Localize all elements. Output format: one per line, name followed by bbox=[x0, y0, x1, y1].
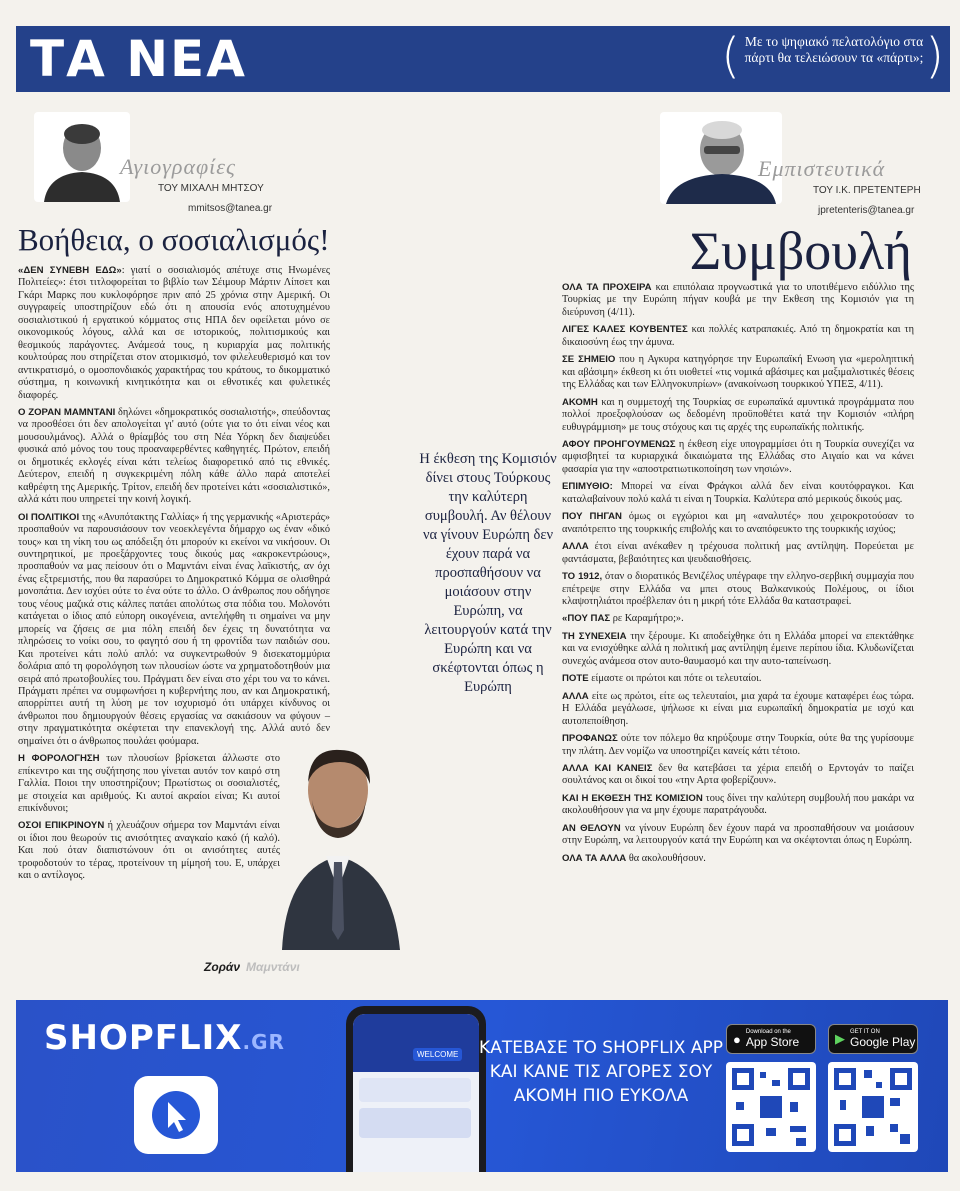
paragraph-text: είμαστε οι πρώτοι και πότε οι τελευταίοι. bbox=[588, 673, 762, 685]
right-paragraph bbox=[562, 481, 914, 506]
paragraph-text: την ξέρουμε. Κι αποδείχθηκε ότι η Ελλάδα μπορεί να επεκτάθηκε και να ενισχύθηκε αλλά η πολιτική μας αντίληψη έμεινε περίπου ίδια. Κλυδωνίζεται συνεχώς ανάμεσα στον αυτο-θαυμασμό και την αυτο-ταπείνωση. bbox=[562, 630, 914, 667]
paragraph-lead: ΑΝ ΘΕΛΟΥΝ bbox=[562, 822, 621, 834]
paragraph-lead: ΟΙ ΠΟΛΙΤΙΚΟΙ bbox=[18, 511, 80, 523]
left-paragraph bbox=[18, 512, 330, 749]
paragraph-lead: «ΠΟΥ ΠΑΣ bbox=[562, 613, 611, 625]
right-paragraph bbox=[562, 733, 914, 758]
right-paragraph bbox=[562, 763, 914, 788]
right-paragraph bbox=[562, 439, 914, 476]
column-name-empisteftika: Εμπιστευτικά bbox=[758, 156, 886, 181]
paragraph-text: και επιπόλαια προγνωστικά για το υποτιθέμενο ειδύλλιο της Τουρκίας με την Ευρώπη πήγαν κουβά με την Εκθεση της Κομισιόν για τη διεύρυνση (4/11). bbox=[562, 282, 915, 318]
right-paragraph bbox=[562, 282, 914, 319]
mamdani-photo bbox=[276, 740, 406, 955]
paragraph-lead: ΤΗ ΣΥΝΕΧΕΙΑ bbox=[562, 630, 627, 642]
qr-code-appstore[interactable] bbox=[726, 1062, 816, 1152]
paragraph-lead: ΟΛΑ ΤΑ ΠΡΟΧΕΙΡΑ bbox=[562, 282, 652, 293]
paragraph-lead: ΛΙΓΕΣ ΚΑΛΕΣ ΚΟΥΒΕΝΤΕΣ bbox=[562, 324, 688, 336]
newspaper-logo[interactable]: ΤΑ ΝΕΑ bbox=[30, 30, 247, 88]
email-pretenteris[interactable]: jpretenteris@tanea.gr bbox=[818, 205, 915, 216]
phone-screen bbox=[353, 1014, 479, 1172]
paragraph-text: ή χλευάζουν σήμερα τον Μαμντάνι είναι οι ίδιοι που θεωρούν τις ανισότητες αναγκαίο κακό (ή καλό). Και πού όταν διαπιστώνουν ότι οι ανισότητες αυτές τροφοδοτούν το τέρας, προτείνουν τη μίμησή του. Ε, υπάρχει και ο αντίλογος. bbox=[18, 820, 280, 882]
shopflix-logo[interactable] bbox=[44, 1018, 285, 1058]
paragraph-lead: Ο ΖΟΡΑΝ ΜΑΜΝΤΑΝΙ bbox=[18, 406, 116, 418]
paragraph-text: όταν ο διορατικός Βενιζέλος υπέγραφε την ελληνο-σερβική συμμαχία που επέτρεψε στην Ελλάδα να μπει στους Βαλκανικούς Πολέμους, οι ίδιοι κλαψοτηλιάτοι προέβλεπαν ότι η μικρή τότε Ελλάδα θα καταστραφεί. bbox=[562, 571, 914, 607]
right-paragraph bbox=[562, 853, 914, 865]
appstore-label: App Store bbox=[745, 1035, 800, 1049]
phone-app-header bbox=[353, 1014, 479, 1072]
right-paragraph bbox=[562, 631, 914, 668]
caption-firstname: Ζοράν bbox=[204, 960, 241, 974]
right-paragraph bbox=[562, 823, 914, 848]
paragraph-lead: ΠΟΥ ΠΗΓΑΝ bbox=[562, 511, 622, 523]
appstore-button[interactable] bbox=[726, 1024, 816, 1054]
right-paragraph bbox=[562, 354, 914, 391]
right-paragraph bbox=[562, 613, 914, 625]
paragraph-text: έτσι είναι ανέκαθεν η τρέχουσα πολιτική μας αντίληψη. Πορεύεται με φαντάσματα, βεβαιότητες και ψευδαισθήσεις. bbox=[562, 541, 914, 565]
right-paragraph bbox=[562, 541, 914, 566]
right-paragraph bbox=[562, 397, 914, 434]
cursor-icon[interactable] bbox=[134, 1076, 218, 1154]
shopflix-brand-suffix: .GR bbox=[242, 1030, 285, 1054]
paragraph-lead: ΑΛΛΑ bbox=[562, 690, 589, 702]
paragraph-text: τους δίνει την καλύτερη συμβουλή που μακάρι να ακολουθήσουν για να μην έχουμε παρατράγουδα. bbox=[562, 792, 914, 817]
left-paragraph bbox=[18, 820, 280, 882]
paragraph-text: που η Αγκυρα κατηγόρησε την Ευρωπαϊκή Ενωση για «μεροληπτική και αβάσιμη» έκθεση κι ότι υιοθετεί «τις νομικά αβάσιμες και μαξιμαλιστικές θέσεις της Ελλάδας και των Ελληνοκυπρίων» (ανακοίνωση τουρκικού ΥΠΕΞ, 4/11). bbox=[562, 354, 914, 391]
right-paragraph bbox=[562, 511, 914, 536]
paragraph-text: είτε ως πρώτοι, είτε ως τελευταίοι, μια χαρά τα έχουμε καταφέρει έως τώρα. Η Ελλάδα μεγάλωσε, ψήλωσε κι είναι μια ευρωπαϊκή δημοκρατία με ισχύ και αυτοπεποίθηση. bbox=[562, 690, 914, 727]
ad-cta: ΚΑΤΕΒΑΣΕ ΤΟ SHOPFLIX APP ΚΑΙ ΚΑΝΕ ΤΙΣ ΑΓΟΡΕΣ ΣΟΥ ΑΚΟΜΗ ΠΙΟ ΕΥΚΟΛΑ bbox=[479, 1038, 723, 1106]
byline-pretenteris: ΤΟΥ Ι.Κ. ΠΡΕΤΕΝΤΕΡΗ bbox=[813, 185, 921, 196]
author-photo-mitsos bbox=[34, 112, 130, 202]
left-paragraph bbox=[18, 753, 280, 815]
paragraph-lead: ΑΚΟΜΗ bbox=[562, 396, 598, 408]
paragraph-text: των πλουσίων βρίσκεται άλλωστε στο επίκεντρο και της συζήτησης που γίνεται αυτόν τον καιρό στη Γαλλία. Ποιοι την υποστηρίζουν; Πρωτίστως οι σοσιαλιστές, με στοιχεία και αριθμούς. Κι αυτοί ακραίοι είναι; Κι αυτοί επικίνδυνοι; bbox=[18, 753, 280, 815]
paragraph-lead: ΠΟΤΕ bbox=[562, 673, 589, 685]
apple-icon: ● bbox=[733, 1031, 741, 1047]
right-paragraph bbox=[562, 571, 914, 608]
caption-lastname: Μαμντάνι bbox=[246, 960, 300, 974]
paragraph-text: δεν θα κατεβάσει τα χέρια επειδή ο Ερντογάν το παίζει σουλτάνος και οι δικοί του «την Αρτα φοβερίζουν». bbox=[562, 762, 914, 787]
paragraph-lead: ΑΛΛΑ bbox=[562, 541, 589, 553]
byline-mitsos: ΤΟΥ ΜΙΧΑΛΗ ΜΗΤΣΟΥ bbox=[158, 183, 264, 194]
paragraph-lead: ΠΡΟΦΑΝΩΣ bbox=[562, 733, 618, 745]
paragraph-text: η έκθεση είχε υπογραμμίσει ότι η Τουρκία συνεχίζει να αμφισβητεί τα κυριαρχικά δικαιώματα της Ελλάδας στο Αιγαίο και να κάνει φασαρία για την «αποστρατιωτικοποίηση των νησιών». bbox=[562, 438, 914, 475]
left-paragraph bbox=[18, 265, 330, 402]
paragraph-text: όμως οι εγχώριοι και μη «αναλυτές» που χειροκροτούσαν το αναπότρεπτο της τουρκικής επιβολής και το αναπόφευκτο της τουρκικής ισχύος; bbox=[562, 511, 914, 535]
paragraph-lead: ΑΦΟΥ ΠΡΟΗΓΟΥΜΕΝΩΣ bbox=[562, 438, 676, 450]
paragraph-lead: ΟΣΟΙ ΕΠΙΚΡΙΝΟΥΝ bbox=[18, 820, 105, 832]
right-article-body bbox=[562, 282, 914, 870]
appstore-small: Download on the bbox=[745, 1029, 791, 1035]
phone-card bbox=[359, 1078, 471, 1102]
googleplay-label: Google Play bbox=[850, 1035, 916, 1049]
play-icon: ▶ bbox=[835, 1031, 845, 1046]
headline-left: Βοήθεια, ο σοσιαλισμός! bbox=[18, 222, 330, 257]
photo-caption bbox=[204, 960, 300, 974]
paragraph-text: της «Ανυπότακτης Γαλλίας» ή της γερμανικής «Αριστεράς» προσπαθούν να παρουσιάσουν τον νεοεκλεγέντα δήμαρχο ως έναν «δικό τους» και τη νίκη του ως απόδειξη ότι μπορούν κι εκείνοι να νικήσουν. Οι συντηρητικοί, με προεξάρχοντες τους δικούς μας «ακροκεντρώους», προσπαθούν να μας πείσουν ότι ο Μαμντάνι είναι ένας λαϊκιστής, αν όχι ένας εξτρεμιστής, που θα παρασύρει το Δημοκρατικό Κόμμα σε ολισθηρά μονοπάτια. Δεν ισχύει ούτε το ένα ούτε το άλλο. Ο άνθρωπος που οδήγησε τους νέους μαζικά στις κάλπες πατάει απολύτως στα πόδια του. Μολονότι κατάγεται ο ίδιος από εύπορη οικογένεια, αντελήφθη τι σημαίνει να μην μπορείς να ζήσεις σε μια πόλη επειδή δεν έχεις τη δυνατότητα να πληρώσεις το νοίκι σου, το φαγητό σου ή τη φροντίδα των παιδιών σου. Και προτείνει κάτι πολύ απλό: να συγκεντρωθούν 9 δισεκατομμύρια δολάρια από τη φορολόγηση των πλουσίων ώστε να χρηματοδοτηθούν μια σειρά από πρωτοβουλίες του. Πράγματι δεν είναι στο χέρι του να το κάνει. Πράγματι πρέπει να συμφωνήσει η κυβερνήτης που, αν και Δημοκρατική, απορρίπτει αυτή τη λύση με τον ισχυρισμό ότι υπάρχει κίνδυνος οι άνθρωποι που δημιουργούν θέσεις εργασίας να σακιάσουν να φύγουν – στην πραγματικότητα σκέφτεται την επανεκλογή της. Αλλά αυτό δεν σημαίνει ότι ο άνθρωπος πουλάει φούμαρα. bbox=[18, 511, 330, 747]
right-paragraph bbox=[562, 691, 914, 728]
column-name-agiografies: Αγιογραφίες bbox=[120, 154, 236, 179]
paragraph-lead: ΑΛΛΑ ΚΑΙ ΚΑΝΕΙΣ bbox=[562, 762, 653, 774]
paragraph-text: θα ακολουθήσουν. bbox=[626, 852, 706, 864]
pull-quote: Η έκθεση της Κομισιόν δίνει στους Τούρκους την καλύτερη συμβουλή. Αν θέλουν να γίνουν Ευρώπη δεν έχουν παρά να προσπαθήσουν να μοιάσουν στην Ευρώπη, να λειτουργούν κατά την Ευρώπη και να σκέφτονται όπως η Ευρώπη bbox=[419, 451, 557, 695]
masthead-teaser[interactable]: Με το ψηφιακό πελατολόγιο στα πάρτι θα τελειώσουν τα «πάρτι»; bbox=[744, 34, 924, 65]
paragraph-lead: ΕΠΙΜΥΘΙΟ: bbox=[562, 481, 613, 493]
paragraph-lead: ΣΕ ΣΗΜΕΙΟ bbox=[562, 354, 616, 366]
qr-code-googleplay[interactable] bbox=[828, 1062, 918, 1152]
googleplay-small: GET IT ON bbox=[850, 1029, 880, 1035]
paragraph-lead: Η ΦΟΡΟΛΟΓΗΣΗ bbox=[18, 753, 100, 765]
phone-mockup bbox=[346, 1006, 486, 1172]
headline-right: Συμβουλή bbox=[689, 221, 912, 281]
right-paragraph bbox=[562, 793, 914, 818]
paragraph-text: : γιατί ο σοσιαλισμός απέτυχε στις Ηνωμένες Πολιτείες»: έτσι τιτλοφορείται το βιβλίο των Σέιμουρ Μάρτιν Λίπσετ και Γκάρι Μαρκς που κυκλοφόρησε πριν από 25 χρόνια στην Αμερική. Οι συγγραφείς υποστηρίζουν εδώ ότι η απουσία ενός αποτυχημένου σοσιαλιστικού ή εργατικού κόμματος στις ΗΠΑ δεν οφείλεται μόνο σε οικονομικούς λόγους, αλλά και σε ιστορικούς, πολιτισμικούς και θεσμικούς παράγοντες. Ανάμεσά τους, η κυριαρχία μας πολιτικής κουλτούρας που στηρίζεται στον ατομικισμό, τον φιλελευθερισμό και τον αντικρατισμό, ο ομοσπονδιακός χαρακτήρας του κράτους, το δικομματικό σύστημα, η κοινωνική κινητικότητα και οι εθνοτικές και φυλετικές διαφορές. bbox=[18, 265, 330, 401]
paragraph-lead: ΚΑΙ Η ΕΚΘΕΣΗ ΤΗΣ ΚΟΜΙΣΙΟΝ bbox=[562, 792, 703, 804]
paragraph-text: να γίνουν Ευρώπη δεν έχουν παρά να προσπαθήσουν να μοιάσουν στην Ευρώπη, να λειτουργούν κατά την Ευρώπη και να σκέφτονται όπως η Ευρώπη. bbox=[562, 822, 915, 847]
right-paragraph bbox=[562, 324, 914, 349]
shopflix-brand: SHOPFLIX bbox=[44, 1018, 243, 1058]
paragraph-text: και η συμμετοχή της Τουρκίας σε ευρωπαϊκά αμυντικά προγράμματα που πολλοί προεξοφλούσαν ως δεδομένη προϋποθέτει κατά την Κομισιόν «πλήρη ευθυγράμμιση» με τους στόχους και τις αρχές της ευρωπαϊκής πολιτικής. bbox=[562, 396, 914, 433]
paragraph-text: ρε Καραμήτρο;». bbox=[610, 613, 684, 625]
paragraph-lead: ΤΟ 1912, bbox=[562, 571, 603, 583]
shopflix-ad[interactable] bbox=[16, 1000, 948, 1172]
phone-card bbox=[359, 1108, 471, 1138]
paragraph-text: δηλώνει «δημοκρατικός σοσιαλιστής», σπεύδοντας να προσθέσει ότι δεν απολογείται γι' αυτό (ούτε για το ότι είναι νέος και μουσουλμάνος). Αλλά ο θρίαμβός του στη Νέα Υόρκη δεν διαψεύδει φυσικά από μόνος του τους προαναφερθέντες καθηγητές. Πρώτον, επειδή οι δημοτικές εκλογές είναι κάτι τελείως διαφορετικό από τις εθνικές. Δεύτερον, επειδή η συγκεκριμένη πόλη κάθε άλλο παρά αποτελεί καθρέφτη της Αμερικής. Τρίτον, επειδή δεν προτείνει κάτι «σοσιαλιστικό», αλλά κάτι που υπηρετεί την κοινή λογική. bbox=[18, 406, 331, 506]
right-paragraph bbox=[562, 673, 914, 685]
paragraph-text: ούτε τον πόλεμο θα κηρύξουμε στην Τουρκία, ούτε θα της γυρίσουμε την πλάτη. Δεν νομίζω να υποστηρίζει κανείς κάτι τέτοιο. bbox=[562, 733, 914, 757]
paragraph-lead: «ΔΕΝ ΣΥΝΕΒΗ ΕΔΩ» bbox=[18, 265, 122, 276]
email-mitsos[interactable]: mmitsos@tanea.gr bbox=[188, 203, 273, 214]
paragraph-text: και πολλές κατραπακιές. Από τη δημοκρατία και τη δικαιοσύνη έως την άμυνα. bbox=[562, 324, 914, 348]
paragraph-lead: ΟΛΑ ΤΑ ΑΛΛΑ bbox=[562, 852, 627, 864]
paren-right-icon: ) bbox=[925, 28, 944, 84]
paragraph-text: Μπορεί να είναι Φράγκοι αλλά δεν είναι κουτόφραγκοι. Και καταλαβαίνουν πολύ καλά τι είναι η Τουρκία. Καλύτερα από μερικούς δικούς μας. bbox=[562, 481, 914, 505]
googleplay-button[interactable] bbox=[828, 1024, 918, 1054]
masthead bbox=[16, 26, 950, 92]
paren-left-icon: ( bbox=[721, 28, 740, 84]
phone-banner: WELCOME bbox=[413, 1048, 462, 1061]
left-paragraph bbox=[18, 407, 330, 507]
